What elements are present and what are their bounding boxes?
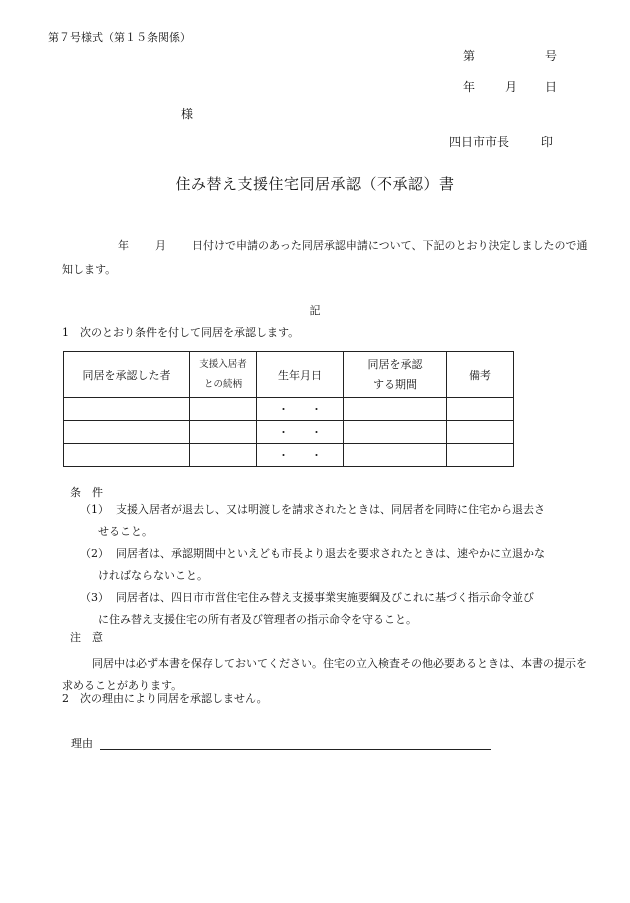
cell-period[interactable] xyxy=(344,444,447,467)
cell-birthdate[interactable]: ・ ・ xyxy=(257,444,344,467)
issue-date xyxy=(463,80,558,96)
document-title: 住み替え支援住宅同居承認（不承認）書 xyxy=(175,175,455,193)
cell-remarks[interactable] xyxy=(447,398,514,421)
table-row xyxy=(64,421,514,444)
date-day: 日 xyxy=(545,80,558,94)
body-year: 年 xyxy=(118,239,129,252)
condition-text-cont: せること。 xyxy=(98,525,153,538)
condition-number: （1） xyxy=(80,503,109,516)
condition-text: 同居者は、四日市市営住宅住み替え支援事業実施要綱及びこれに基づく指示命令並び xyxy=(116,591,534,604)
reason-field[interactable] xyxy=(100,749,491,750)
body-month: 月 xyxy=(155,239,166,252)
condition-text: 支援入居者が退去し、又は明渡しを請求されたときは、同居者を同時に住宅から退去さ xyxy=(116,503,545,516)
cell-relation[interactable] xyxy=(190,444,257,467)
condition-text: 同居者は、承認期間中といえども市長より退去を要求されたときは、速やかに立退かな xyxy=(116,547,545,560)
note-heading: 注 意 xyxy=(70,631,103,644)
condition-text-cont: ければならないこと。 xyxy=(98,569,208,582)
header-birthdate: 生年月日 xyxy=(257,352,344,398)
header-period-line2: する期間 xyxy=(373,377,417,391)
cell-period[interactable] xyxy=(344,398,447,421)
reason-label: 理由 xyxy=(71,737,93,750)
header-relation-line1: 支援入居者 xyxy=(199,358,247,370)
condition-item xyxy=(80,499,590,543)
header-period xyxy=(344,352,447,398)
table-header-row xyxy=(64,352,514,398)
conditions-heading: 条 件 xyxy=(70,486,103,499)
form-number: 第７号様式（第１５条関係） xyxy=(48,31,191,44)
cell-relation[interactable] xyxy=(190,421,257,444)
header-approved-person: 同居を承認した者 xyxy=(64,352,190,398)
issuer-name: 四日市市長 xyxy=(449,135,510,149)
number-prefix: 第 xyxy=(463,49,476,63)
date-month: 月 xyxy=(505,80,518,94)
table-row xyxy=(64,444,514,467)
table-row xyxy=(64,398,514,421)
condition-text-cont: に住み替え支援住宅の所有者及び管理者の指示命令を守ること。 xyxy=(98,613,417,626)
body-text: 日付けで申請のあった同居承認申請について、下記のとおり決定しましたので通知します。 xyxy=(62,239,588,276)
header-remarks: 備考 xyxy=(447,352,514,398)
cell-approved-person[interactable] xyxy=(64,444,190,467)
condition-number: （3） xyxy=(80,591,109,604)
cell-approved-person[interactable] xyxy=(64,398,190,421)
header-period-line1: 同居を承認 xyxy=(367,357,423,371)
date-year: 年 xyxy=(463,80,476,94)
cell-period[interactable] xyxy=(344,421,447,444)
section-1: 1 次のとおり条件を付して同居を承認します。 xyxy=(62,326,300,339)
issuer xyxy=(449,135,553,151)
document-number xyxy=(463,49,558,65)
addressee: 様 xyxy=(181,107,194,121)
condition-item xyxy=(80,587,590,631)
header-relation xyxy=(190,352,257,398)
cell-relation[interactable] xyxy=(190,398,257,421)
seal-mark: 印 xyxy=(540,135,553,149)
cell-birthdate[interactable]: ・ ・ xyxy=(257,421,344,444)
cell-approved-person[interactable] xyxy=(64,421,190,444)
cell-remarks[interactable] xyxy=(447,421,514,444)
cell-remarks[interactable] xyxy=(447,444,514,467)
note-text: 同居中は必ず本書を保存しておいてください。住宅の立入検査その他必要あるときは、本書の提示を求めることがあります。 xyxy=(62,657,587,692)
cell-birthdate[interactable]: ・ ・ xyxy=(257,398,344,421)
condition-item xyxy=(80,543,590,587)
header-relation-line2: との続柄 xyxy=(203,378,242,390)
approval-table xyxy=(63,351,514,467)
condition-number: （2） xyxy=(80,547,109,560)
ki-heading: 記 xyxy=(309,304,321,317)
notification-text xyxy=(62,234,588,282)
number-suffix: 号 xyxy=(545,49,558,63)
section-2: 2 次の理由により同居を承認しません。 xyxy=(62,692,268,705)
